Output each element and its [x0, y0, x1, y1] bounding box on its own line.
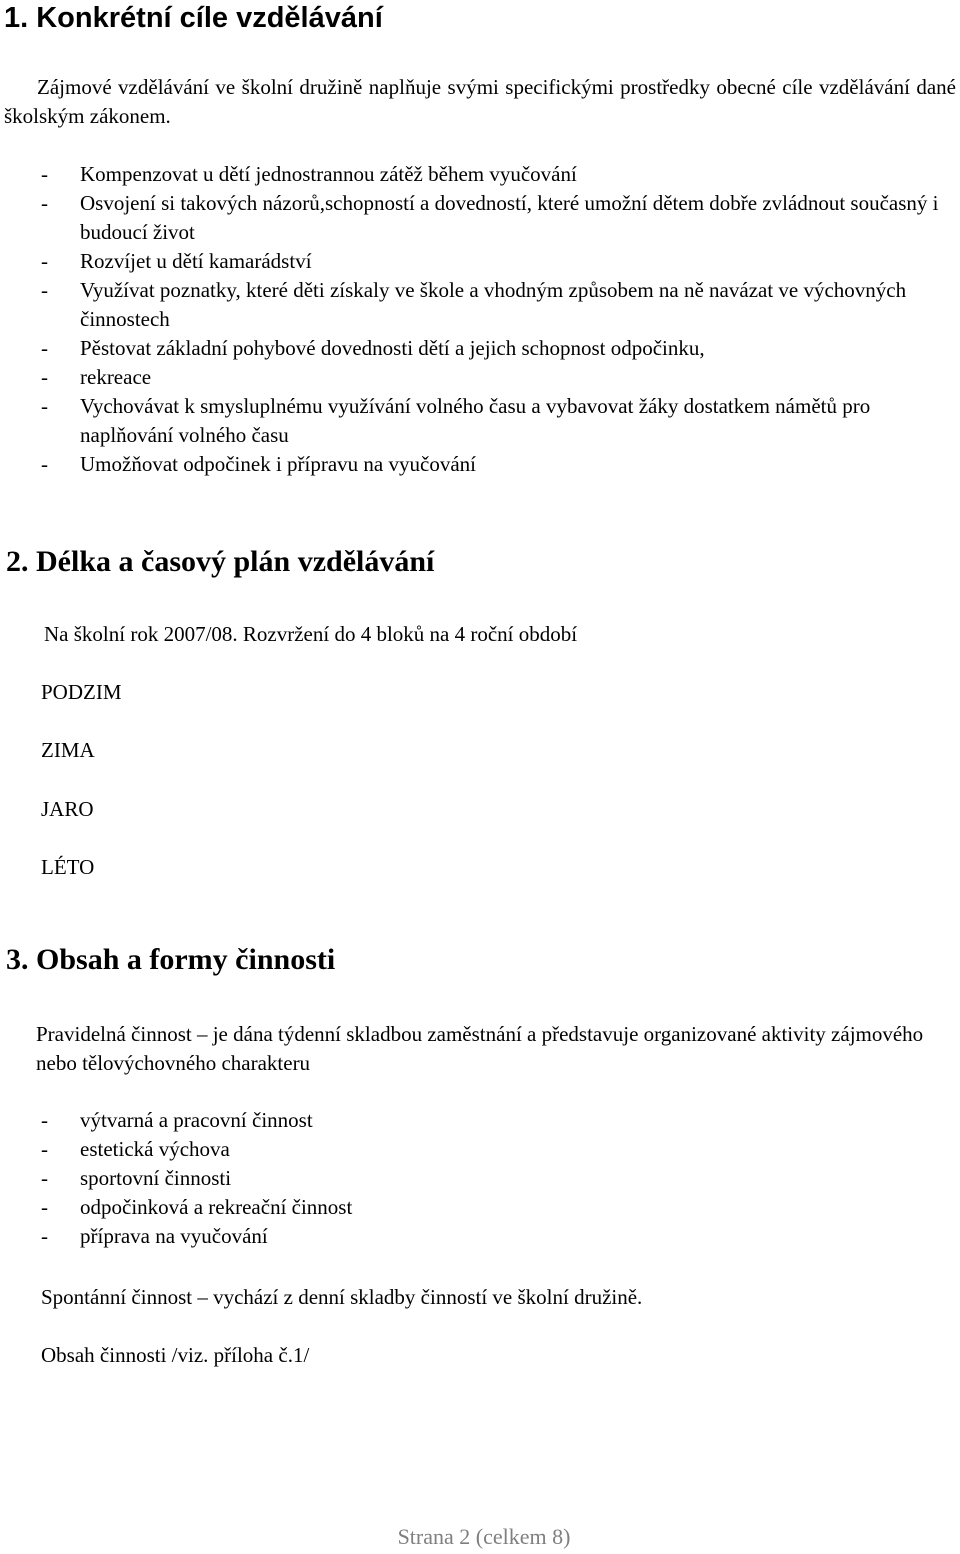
goal-text: Pěstovat základní pohybové dovednosti dětí a jejich schopnost odpočinku,: [80, 336, 705, 360]
list-item: [41, 1135, 741, 1164]
list-item: [41, 247, 941, 276]
activity-text: sportovní činnosti: [80, 1166, 232, 1190]
goal-text: Využívat poznatky, které děti získaly ve škole a vhodným způsobem na ně navázat ve výchovných činnostech: [80, 278, 907, 331]
dash-bullet: -: [41, 365, 48, 389]
dash-bullet: -: [41, 1195, 48, 1219]
list-item: [41, 392, 941, 450]
goal-text: Rozvíjet u dětí kamarádství: [80, 249, 312, 273]
page-number-footer: Strana 2 (celkem 8): [397, 1524, 571, 1549]
goal-text: Umožňovat odpočinek i přípravu na vyučování: [80, 452, 476, 476]
goal-text: Osvojení si takových názorů,schopností a dovedností, které umožní dětem dobře zvládnout současný i budoucí život: [80, 191, 939, 244]
goals-list: [41, 160, 941, 479]
section-3-heading: 3. Obsah a formy činnosti: [6, 943, 336, 976]
season-label: PODZIM: [41, 680, 122, 704]
list-item: [41, 1164, 741, 1193]
goal-text: Kompenzovat u dětí jednostrannou zátěž během vyučování: [80, 162, 577, 186]
list-item: [41, 1106, 741, 1135]
list-item: [41, 334, 941, 363]
dash-bullet: -: [41, 394, 48, 418]
list-item: [41, 450, 941, 479]
section-1-intro: Zájmové vzdělávání ve školní družině naplňuje svými specifickými prostředky obecné cíle vzdělávání dané školským zákonem.: [4, 75, 956, 128]
dash-bullet: -: [41, 249, 48, 273]
dash-bullet: -: [41, 162, 48, 186]
list-item: [41, 363, 941, 392]
content-reference: Obsah činnosti /viz. příloha č.1/: [41, 1343, 310, 1367]
activity-text: výtvarná a pracovní činnost: [80, 1108, 313, 1132]
season-label: ZIMA: [41, 738, 95, 762]
activities-list: [41, 1106, 741, 1251]
activity-text: odpočinková a rekreační činnost: [80, 1195, 353, 1219]
goal-text: Vychovávat k smysluplnému využívání volného času a vybavovat žáky dostatkem námětů pro naplňování volného času: [80, 394, 871, 447]
plan-intro: Na školní rok 2007/08. Rozvržení do 4 bloků na 4 roční období: [44, 622, 578, 646]
dash-bullet: -: [41, 278, 48, 302]
dash-bullet: -: [41, 1108, 48, 1132]
section-2-heading: 2. Délka a časový plán vzdělávání: [6, 545, 435, 578]
dash-bullet: -: [41, 191, 48, 215]
list-item: [41, 1193, 741, 1222]
section-1-heading: 1. Konkrétní cíle vzdělávání: [4, 2, 383, 34]
spontaneous-activity-text: Spontánní činnost – vychází z denní skladby činností ve školní družině.: [41, 1285, 643, 1309]
list-item: [41, 1222, 741, 1251]
list-item: [41, 189, 941, 247]
dash-bullet: -: [41, 1224, 48, 1248]
dash-bullet: -: [41, 336, 48, 360]
activity-text: příprava na vyučování: [80, 1224, 268, 1248]
goal-text: rekreace: [80, 365, 152, 389]
activity-text: estetická výchova: [80, 1137, 230, 1161]
list-item: [41, 276, 941, 334]
dash-bullet: -: [41, 452, 48, 476]
dash-bullet: -: [41, 1166, 48, 1190]
season-label: JARO: [41, 797, 94, 821]
list-item: [41, 160, 941, 189]
dash-bullet: -: [41, 1137, 48, 1161]
regular-activity-text: Pravidelná činnost – je dána týdenní skladbou zaměstnání a představuje organizované aktivity zájmového nebo tělovýchovného charakteru: [36, 1022, 924, 1075]
season-label: LÉTO: [41, 855, 95, 879]
